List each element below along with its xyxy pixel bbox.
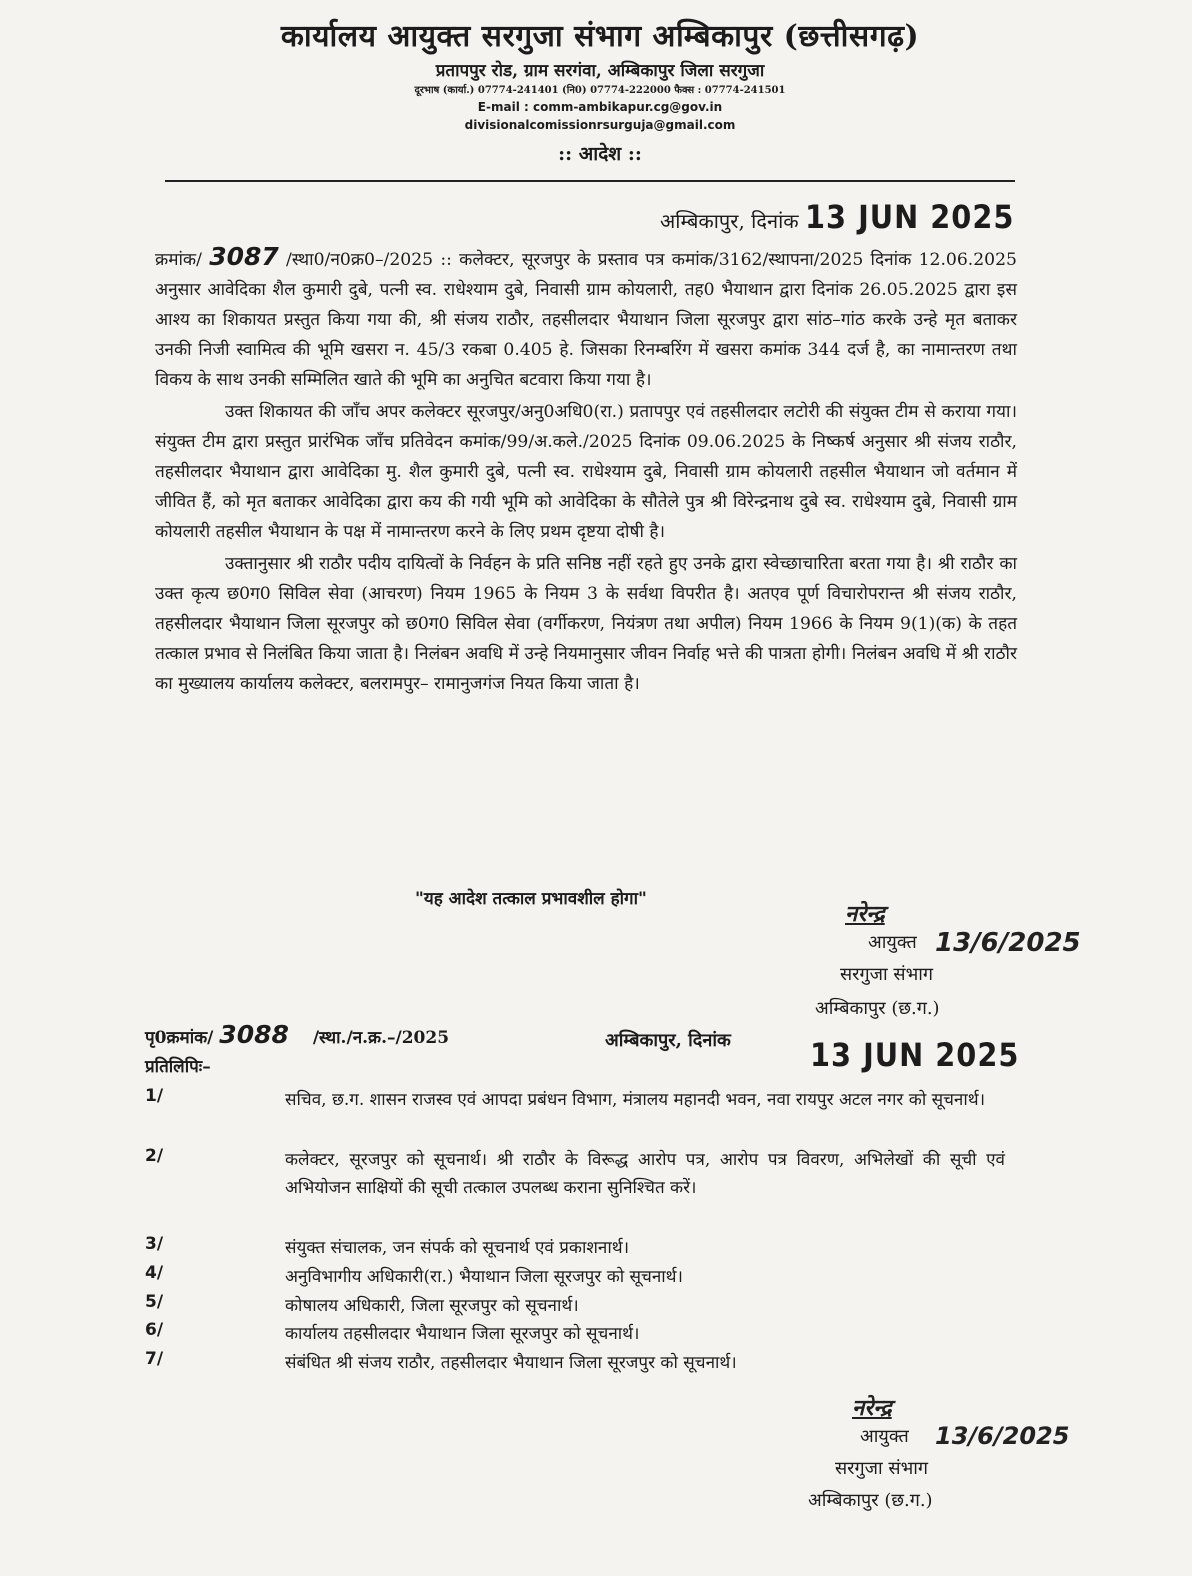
order-paragraph-3: उक्तानुसार श्री राठौर पदीय दायित्वों के निर्वहन के प्रति सनिष्ठ नहीं रहते हुए उनके द्वारा स्वेच्छाचारिता बरता गया है। श्री राठौर का उक्त कृत्य छ0ग0 सिविल सेवा (आचरण) नियम 1965 के नियम 3 के सर्वथा विपरीत है। अतएव पूर्ण विचारोपरान्त श्री संजय राठौर, तहसीलदार भैयाथान जिला सूरजपुर को छ0ग0 सिविल सेवा (वर्गीकरण, नियंत्रण तथा अपील) नियम 1966 के नियम 9(1)(क) के तहत तत्काल प्रभाव से निलंबित किया जाता है। निलंबन अवधि में उन्हे नियमानुसार जीवन निर्वाह भत्ते की पात्रता होगी। निलंबन अवधि में श्री राठौर का मुख्यालय कार्यालय कलेक्टर, बलरामपुर– रामानुजगंज नियत किया जाता है। [155,554,1017,694]
copy-date-stamp: 13 JUN 2025 [810,1036,1020,1074]
copy-item-number: 1/ [145,1086,164,1106]
order-date-line [660,198,1014,236]
order-paragraph-2: उक्त शिकायत की जाँच अपर कलेक्टर सूरजपुर/अनु0अधि0(रा.) प्रतापपुर एवं तहसीलदार लटोरी की संयुक्त टीम से कराया गया। संयुक्त टीम द्वारा प्रस्तुत प्रारंभिक जाँच प्रतिवेदन कमांक/99/अ.कले./2025 दिनांक 09.06.2025 के निष्कर्ष अनुसार श्री संजय राठौर, तहसीलदार भैयाथान द्वारा आवेदिका मु. शैल कुमारी दुबे, पत्नी स्व. राधेश्याम दुबे, निवासी ग्राम कोयलारी तहसील भैयाथान जो वर्तमान में जीवित हैं, को मृत बताकर आवेदिका द्वारा कय की गयी भूमि को आवेदिका के सौतेले पुत्र श्री विरेन्द्रनाथ दुबे स्व. राधेश्याम दुबे, निवासी ग्राम कोयलारी तहसील भैयाथान के पक्ष में नामान्तरण करने के लिए प्रथम दृष्टया दोषी है। [155,402,1017,542]
order-effective-quote: "यह आदेश तत्काल प्रभावशील होगा" [415,889,647,909]
copy-item-number: 2/ [145,1146,164,1166]
signature-1-name: नरेन्द्र [845,902,885,927]
order-date-stamp: 13 JUN 2025 [804,198,1015,236]
copy-item-number: 3/ [145,1234,164,1254]
copy-number-rest: /स्था./न.क्र.–/2025 [312,1028,450,1048]
office-address: प्रतापपुर रोड, ग्राम सरगंवा, अम्बिकापुर जिला सरगुजा [435,61,765,81]
order-heading: :: आदेश :: [558,143,642,165]
order-paragraph-1-text: /स्था0/न0क्र0–/2025 :: कलेक्टर, सूरजपुर के प्रस्ताव पत्र कमांक/3162/स्थापना/2025 दिनांक 12.06.2025 अनुसार आवेदिका शैल कुमारी दुबे, पत्नी स्व. राधेश्याम दुबे, निवासी ग्राम कोयलारी, तह0 भैयाथान द्वारा दिनांक 26.05.2025 द्वारा इस आश्य का शिकायत प्रस्तुत किया गया की, श्री संजय राठौर, तहसीलदार भैयाथान जिला सूरजपुर द्वारा सांठ–गांठ करके उन्हे मृत बताकर उनकी निजी स्वामित्व की भूमि खसरा न. 45/3 रकबा 0.405 हे. जिसका रिनम्बरिंग में खसरा कमांक 344 दर्ज है, का नामान्तरण तथा विकय के साथ उनकी सम्मिलित खाते की भूमि का अनुचित बटवारा किया गया है। [155,250,1017,390]
signature-2-name: नरेन्द्र [852,1396,892,1421]
copy-item-text: सचिव, छ.ग. शासन राजस्व एवं आपदा प्रबंधन विभाग, मंत्रालय महानदी भवन, नवा रायपुर अटल नगर को सूचनार्थ। [285,1090,986,1110]
copy-label: प्रतिलिपिः– [145,1057,211,1077]
copy-number-label: पृ0क्रमांक/ [145,1028,214,1048]
signature-2-designation-2: सरगुजा संभाग [835,1458,929,1479]
copy-place-date-label: अम्बिकापुर, दिनांक [605,1030,731,1051]
copy-item-text: संयुक्त संचालक, जन संपर्क को सूचनार्थ एवं प्रकाशनार्थ। [285,1238,630,1258]
copy-item-text: कलेक्टर, सूरजपुर को सूचनार्थ। श्री राठौर के विरूद्ध आरोप पत्र, आरोप पत्र विवरण, अभिलेखों की सूची एवं अभियोजन साक्षियों की सूची तत्काल उपलब्ध कराना सुनिश्चित करें। [285,1150,1005,1198]
copy-item-text: कार्यालय तहसीलदार भैयाथान जिला सूरजपुर को सूचनार्थ। [285,1324,640,1344]
order-number-label: क्रमांक/ [155,250,202,270]
signature-1-designation-1: आयुक्त [868,932,917,953]
office-email-primary: E-mail : comm-ambikapur.cg@gov.in [477,100,723,114]
order-number: 3087 [209,242,279,271]
copy-item-text: अनुविभागीय अधिकारी(रा.) भैयाथान जिला सूरजपुर को सूचनार्थ। [285,1267,683,1287]
copy-item-text: कोषालय अधिकारी, जिला सूरजपुर को सूचनार्थ। [285,1296,579,1316]
copy-item-number: 7/ [145,1349,164,1369]
signature-2-date: 13/6/2025 [935,1422,1070,1450]
copy-item-text: संबंधित श्री संजय राठौर, तहसीलदार भैयाथान जिला सूरजपुर को सूचनार्थ। [285,1353,737,1373]
copy-reference [145,1020,449,1049]
copy-number: 3088 [219,1020,289,1049]
signature-1-designation-2: सरगुजा संभाग [840,964,934,985]
office-title: कार्यालय आयुक्त सरगुजा संभाग अम्बिकापुर (छत्तीसगढ़) [280,19,920,54]
office-phone: दूरभाष (कार्या.) 07774-241401 (नि0) 07774-222000 फैक्स : 07774-241501 [414,85,786,96]
header-divider [165,180,1015,182]
order-place-date-label: अम्बिकापुर, दिनांक [660,209,799,233]
copy-item-number: 6/ [145,1320,164,1340]
copy-item-number: 4/ [145,1263,164,1283]
signature-2-designation-1: आयुक्त [860,1426,909,1447]
signature-1-date: 13/6/2025 [935,928,1081,958]
order-paragraph-1 [155,242,1017,395]
copy-item-number: 5/ [145,1292,164,1312]
signature-1-designation-3: अम्बिकापुर (छ.ग.) [815,998,940,1019]
order-body [155,242,1017,701]
office-email-secondary: divisionalcomissionrsurguja@gmail.com [464,118,736,132]
signature-2-designation-3: अम्बिकापुर (छ.ग.) [808,1490,933,1511]
